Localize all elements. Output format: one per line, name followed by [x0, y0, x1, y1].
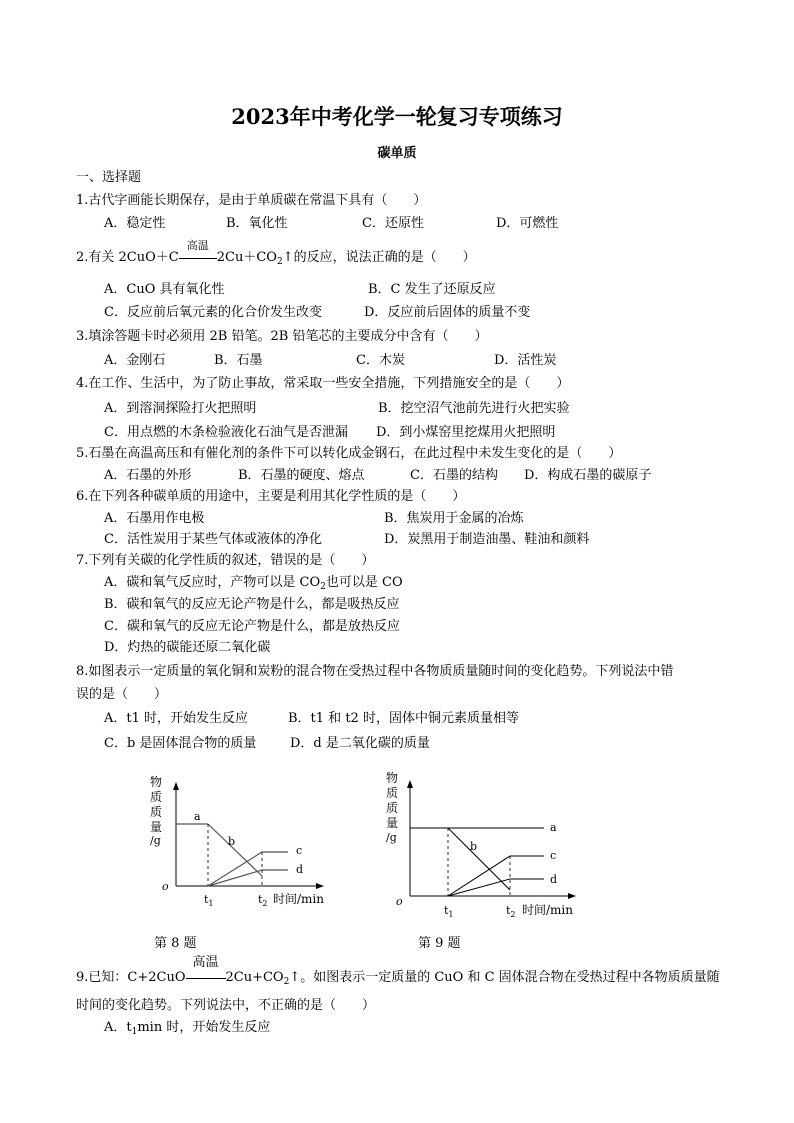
q8-stem-line2: 误的是（ ） [76, 687, 168, 702]
q3-option-a: A．金刚石 [104, 353, 166, 368]
fig9-t1-main: t [444, 904, 449, 917]
q9-condition-line [186, 977, 226, 979]
q6-option-b: B．焦炭用于金属的冶炼 [384, 511, 524, 526]
fig8-ylabel-1: 物 [150, 775, 163, 789]
q5-option-b: B．石墨的硬度、熔点 [238, 468, 365, 483]
fig8-ylabel-4: 量 [150, 820, 163, 834]
q2-option-c: C．反应前后氧元素的化合价发生改变 [104, 305, 322, 320]
fig8-ylabel-5: /g [150, 834, 161, 847]
q6-option-d: D．炭黑用于制造油墨、鞋油和颜料 [384, 532, 590, 547]
q4-option-b: B．挖空沼气池前先进行火把实验 [378, 401, 570, 416]
fig9-origin: o [396, 895, 403, 908]
fig9-caption: 第 9 题 [418, 936, 461, 951]
q9-option-a-pre: A．t [104, 1020, 132, 1035]
page-title: 2023年中考化学一轮复习专项练习 [231, 104, 563, 129]
fig8-curve-d-rise [208, 870, 262, 886]
fig8-t1-main: t [204, 893, 209, 906]
q4-option-a: A．到溶洞探险打火把照明 [104, 401, 257, 416]
q3-stem: 3.填涂答题卡时必须用 2B 铅笔。2B 铅笔芯的主要成分中含有（ ） [76, 329, 488, 344]
q7-option-b: B．碳和氧气的反应无论产物是什么，都是吸热反应 [104, 597, 400, 612]
q5-option-d: D．构成石墨的碳原子 [524, 468, 652, 483]
q7-option-d: D．灼热的碳能还原二氧化碳 [104, 640, 271, 655]
fig9-graph [376, 766, 596, 922]
q2-option-b: B．C 发生了还原反应 [368, 282, 496, 297]
q1-stem: 1.古代字画能长期保存，是由于单质碳在常温下具有（ ） [76, 193, 427, 208]
fig8-origin: o [162, 880, 169, 893]
q4-stem: 4.在工作、生活中，为了防止事故，常采取一些安全措施，下列措施安全的是（ ） [76, 376, 570, 391]
q3-option-d: D．活性炭 [494, 353, 557, 368]
fig8-t1 [204, 893, 214, 908]
fig9-t2-main: t [506, 904, 511, 917]
q2-condition-text: 高温 [186, 239, 209, 252]
q6-stem: 6.在下列各种碳单质的用途中，主要是利用其化学性质的是（ ） [76, 489, 466, 504]
q9-condition-text: 高温 [192, 955, 219, 970]
q1-option-a: A．稳定性 [104, 216, 166, 231]
q2-reaction-condition [179, 239, 217, 266]
section-heading: 一、选择题 [76, 170, 142, 185]
q7-option-a-post: 也可以是 CO [325, 575, 403, 590]
fig9-t2 [506, 904, 516, 919]
fig9-label-b: b [470, 840, 478, 853]
q9-stem-pre: 9.已知：C+2CuO [76, 970, 186, 985]
q1-option-c: C．还原性 [362, 216, 424, 231]
q8-option-b: B．t1 和 t2 时，固体中铜元素质量相等 [288, 711, 519, 726]
q9-reaction-condition [186, 955, 226, 986]
fig8-xlabel: 时间/min [273, 892, 324, 906]
q9-stem-line1 [76, 955, 720, 987]
q4-option-d: D．到小煤窑里挖煤用火把照明 [376, 425, 556, 440]
q6-option-a: A．石墨用作电极 [104, 511, 205, 526]
q4-option-c: C．用点燃的木条检验液化石油气是否泄漏 [104, 425, 348, 440]
q9-option-a-sub: 1 [131, 1027, 138, 1037]
q2-condition-line [179, 257, 217, 259]
q5-option-a: A．石墨的外形 [104, 468, 192, 483]
q2-stem-mid: 2Cu＋CO [216, 250, 277, 265]
fig9-y-arrow [407, 780, 413, 788]
fig9-curve-b [448, 828, 510, 890]
fig8-t2-sub: 2 [262, 899, 268, 908]
fig8-label-c: c [296, 844, 303, 857]
fig9-ylabel-1: 物 [386, 771, 399, 785]
fig9-xlabel: 时间/min [522, 903, 573, 917]
fig9-label-a: a [550, 821, 557, 834]
q2-stem-pre: 2.有关 2CuO＋C [76, 250, 179, 265]
fig9-curve-d-rise [448, 879, 510, 896]
fig8-graph [140, 768, 340, 908]
q5-stem: 5.石墨在高温高压和有催化剂的条件下可以转化成金钢石，在此过程中未发生变化的是（ ） [76, 446, 622, 461]
q2-option-a: A．CuO 具有氧化性 [104, 282, 225, 297]
fig8-label-a: a [194, 810, 201, 823]
fig8-label-d: d [296, 863, 304, 876]
fig8-label-b: b [228, 835, 236, 848]
fig9-ylabel-2: 质 [386, 786, 399, 800]
q7-option-a-sub: 2 [320, 582, 326, 592]
q3-option-b: B．石墨 [214, 353, 263, 368]
q9-option-a [104, 1020, 270, 1036]
fig8-x-arrow [316, 883, 324, 889]
q7-option-a [104, 575, 403, 591]
q7-option-c: C．碳和氧气的反应无论产物是什么，都是放热反应 [104, 619, 400, 634]
q2-stem-post: ↑的反应，说法正确的是（ ） [282, 250, 476, 265]
q1-option-b: B．氧化性 [226, 216, 288, 231]
fig9-x-arrow [568, 893, 576, 899]
q8-option-d: D．d 是二氧化碳的质量 [290, 736, 430, 751]
fig8-ylabel-2: 质 [150, 790, 163, 804]
q1-option-d: D．可燃性 [496, 216, 559, 231]
fig9-ylabel-3: 质 [386, 801, 399, 815]
q7-option-a-pre: A．碳和氧气反应时，产物可以是 CO [104, 575, 321, 590]
fig9-ylabel-4: 量 [386, 816, 399, 830]
fig8-t2-main: t [258, 893, 263, 906]
fig9-label-c: c [550, 849, 557, 862]
fig9-t1 [444, 904, 454, 919]
fig8-curve-b [208, 824, 262, 876]
fig9-t2-sub: 2 [510, 910, 516, 919]
fig9-label-d: d [550, 873, 558, 886]
fig9-t1-sub: 1 [448, 910, 454, 919]
q8-stem-line1: 8.如图表示一定质量的氧化铜和炭粉的混合物在受热过程中各物质质量随时间的变化趋势。下列说法中错 [76, 664, 674, 679]
q7-stem: 7.下列有关碳的化学性质的叙述，错误的是（ ） [76, 553, 375, 568]
fig9-ylabel-5: /g [386, 831, 397, 844]
q9-option-a-post: min 时，开始发生反应 [137, 1020, 271, 1035]
q9-stem-mid: 2Cu+CO [225, 970, 284, 985]
page-subtitle: 碳单质 [377, 146, 417, 161]
fig8-y-arrow [173, 782, 179, 790]
q3-option-c: C．木炭 [356, 353, 405, 368]
fig8-caption: 第 8 题 [154, 936, 197, 951]
fig8-ylabel-3: 质 [150, 805, 163, 819]
q2-stem [76, 239, 476, 267]
fig8-t1-sub: 1 [208, 899, 214, 908]
q6-option-c: C．活性炭用于某些气体或液体的净化 [104, 532, 322, 547]
q8-option-a: A．t1 时，开始发生反应 [104, 711, 249, 726]
q9-stem-post: ↑。如图表示一定质量的 CuO 和 C 固体混合物在受热过程中各物质质量随 [289, 970, 720, 985]
fig9-curve-c-rise [448, 856, 510, 896]
q2-sub: 2 [276, 257, 283, 267]
q2-option-d: D．反应前后固体的质量不变 [364, 305, 531, 320]
q9-sub: 2 [283, 977, 290, 987]
fig8-t2 [258, 893, 268, 908]
q9-stem-line2: 时间的变化趋势。下列说法中，不正确的是（ ） [76, 998, 376, 1013]
q5-option-c: C．石墨的结构 [410, 468, 498, 483]
q8-option-c: C．b 是固体混合物的质量 [104, 736, 257, 751]
